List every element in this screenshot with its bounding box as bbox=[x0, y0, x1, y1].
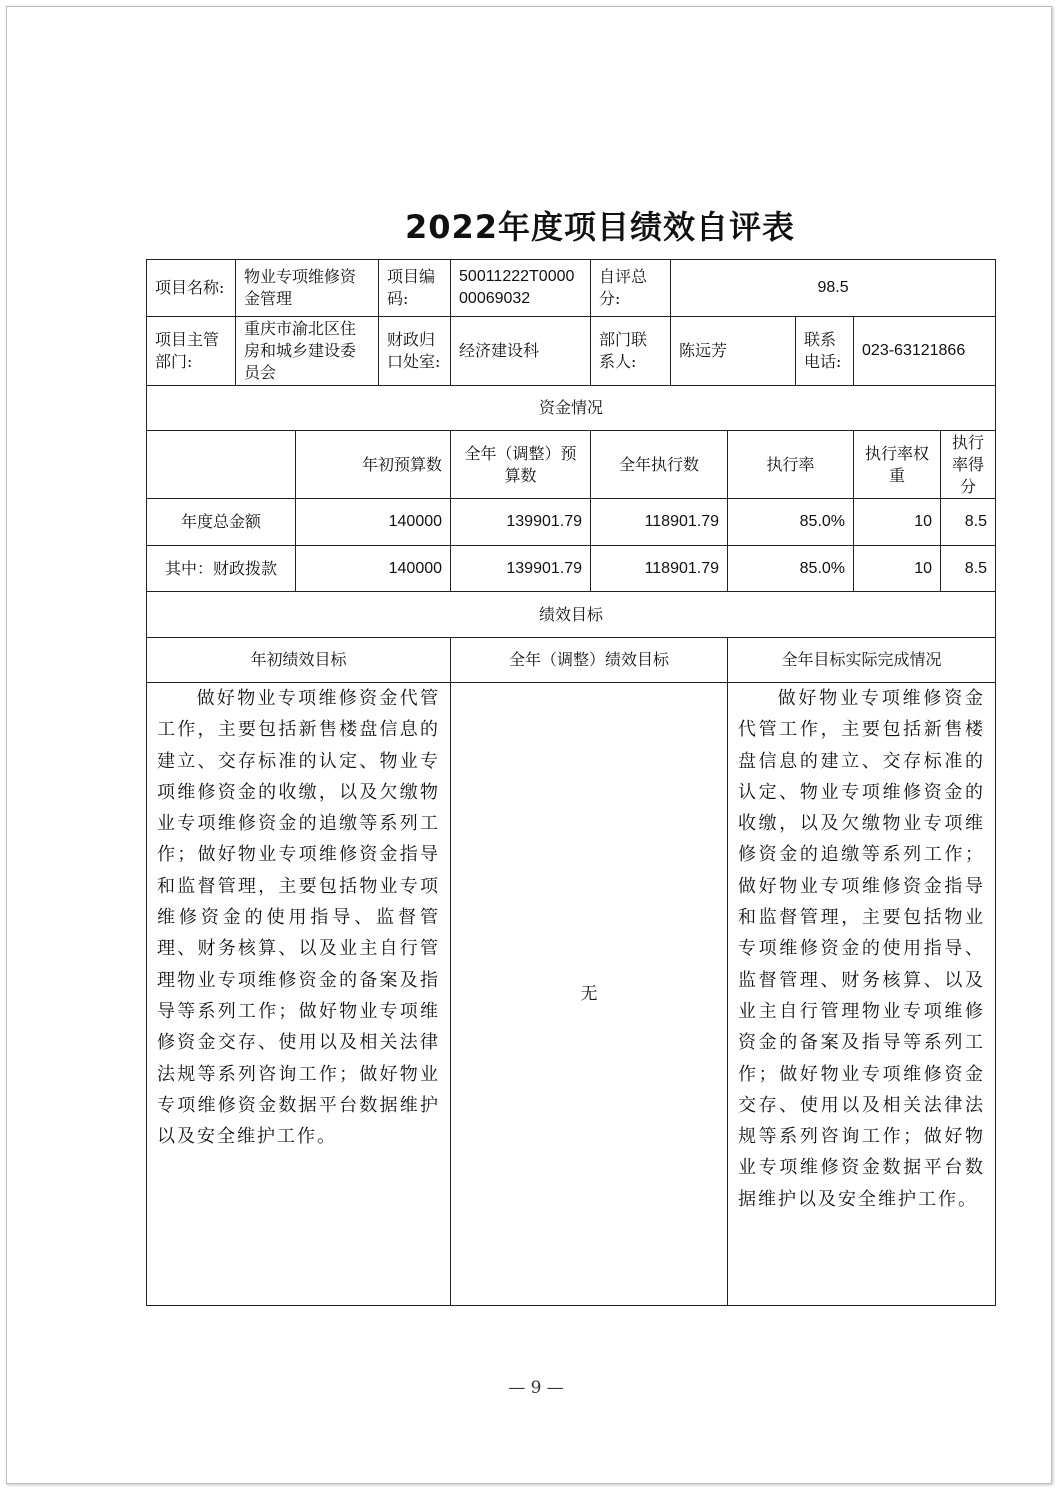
page-title: 2022年度项目绩效自评表 bbox=[404, 208, 796, 246]
funds-header-rate: 执行率 bbox=[728, 431, 854, 499]
project-code-value: 50011222T000000069032 bbox=[451, 260, 591, 317]
goals-initial-cell bbox=[147, 683, 451, 1306]
funds-cell: 10 bbox=[854, 499, 941, 546]
dept-label: 项目主管部门: bbox=[147, 317, 236, 386]
funds-header-blank bbox=[147, 431, 296, 499]
funds-header-initial: 年初预算数 bbox=[296, 431, 451, 499]
goals-actual-cell bbox=[728, 683, 996, 1306]
goals-adjusted-text: 无 bbox=[451, 683, 728, 1306]
evaluation-table bbox=[146, 259, 996, 1306]
score-label: 自评总分: bbox=[591, 260, 671, 317]
goals-header-adjusted: 全年（调整）绩效目标 bbox=[451, 638, 728, 683]
funds-cell: 10 bbox=[854, 546, 941, 592]
funds-row-fiscal-label: 其中：财政拨款 bbox=[147, 546, 296, 592]
goals-initial-text: 做好物业专项维修资金代管工作，主要包括新售楼盘信息的建立、交存标准的认定、物业专项维修资金的收缴，以及欠缴物业专项维修资金的追缴等系列工作；做好物业专项维修资金指导和监督管理，主要包括物业专项维修资金的使用指导、监督管理、财务核算、以及业主自行管理物业专项维修资金的备案及指导等系列工作；做好物业专项维修资金交存、使用以及相关法律法规等系列咨询工作；做好物业专项维修资金数据平台数据维护以及安全维护工作。 bbox=[157, 688, 441, 1148]
goals-header-initial: 年初绩效目标 bbox=[147, 638, 451, 683]
funds-header-weight: 执行率权重 bbox=[854, 431, 941, 499]
page-number: — 9 — bbox=[508, 1378, 564, 1398]
funds-header-adjusted: 全年（调整）预算数 bbox=[451, 431, 591, 499]
funds-cell: 118901.79 bbox=[591, 546, 728, 592]
funds-cell: 139901.79 bbox=[451, 499, 591, 546]
phone-label: 联系电话: bbox=[796, 317, 854, 386]
phone-value: 023-63121866 bbox=[854, 317, 996, 386]
dept-value: 重庆市渝北区住房和城乡建设委员会 bbox=[236, 317, 379, 386]
funds-header-executed: 全年执行数 bbox=[591, 431, 728, 499]
project-name-value: 物业专项维修资金管理 bbox=[236, 260, 379, 317]
funds-header-score: 执行率得分 bbox=[941, 431, 996, 499]
score-value: 98.5 bbox=[671, 260, 996, 317]
funds-cell: 140000 bbox=[296, 499, 451, 546]
project-name-label: 项目名称: bbox=[147, 260, 236, 317]
office-label: 财政归口处室: bbox=[379, 317, 451, 386]
contact-value: 陈远芳 bbox=[671, 317, 796, 386]
goals-actual-text: 做好物业专项维修资金代管工作，主要包括新售楼盘信息的建立、交存标准的认定、物业专项维修资金的收缴，以及欠缴物业专项维修资金的追缴等系列工作；做好物业专项维修资金指导和监督管理，主要包括物业专项维修资金的使用指导、监督管理、财务核算、以及业主自行管理物业专项维修资金的备案及指导等系列工作；做好物业专项维修资金交存、使用以及相关法律法规等系列咨询工作；做好物业专项维修资金数据平台数据维护以及安全维护工作。 bbox=[738, 688, 986, 1210]
funds-cell: 140000 bbox=[296, 546, 451, 592]
funds-cell: 85.0% bbox=[728, 546, 854, 592]
funds-row-total-label: 年度总金额 bbox=[147, 499, 296, 546]
funds-cell: 8.5 bbox=[941, 546, 996, 592]
contact-label: 部门联系人: bbox=[591, 317, 671, 386]
funds-cell: 118901.79 bbox=[591, 499, 728, 546]
project-code-label: 项目编码: bbox=[379, 260, 451, 317]
funds-cell: 85.0% bbox=[728, 499, 854, 546]
funds-cell: 139901.79 bbox=[451, 546, 591, 592]
funds-section-title: 资金情况 bbox=[147, 386, 996, 431]
office-value: 经济建设科 bbox=[451, 317, 591, 386]
funds-cell: 8.5 bbox=[941, 499, 996, 546]
goals-header-actual: 全年目标实际完成情况 bbox=[728, 638, 996, 683]
goals-section-title: 绩效目标 bbox=[147, 592, 996, 638]
